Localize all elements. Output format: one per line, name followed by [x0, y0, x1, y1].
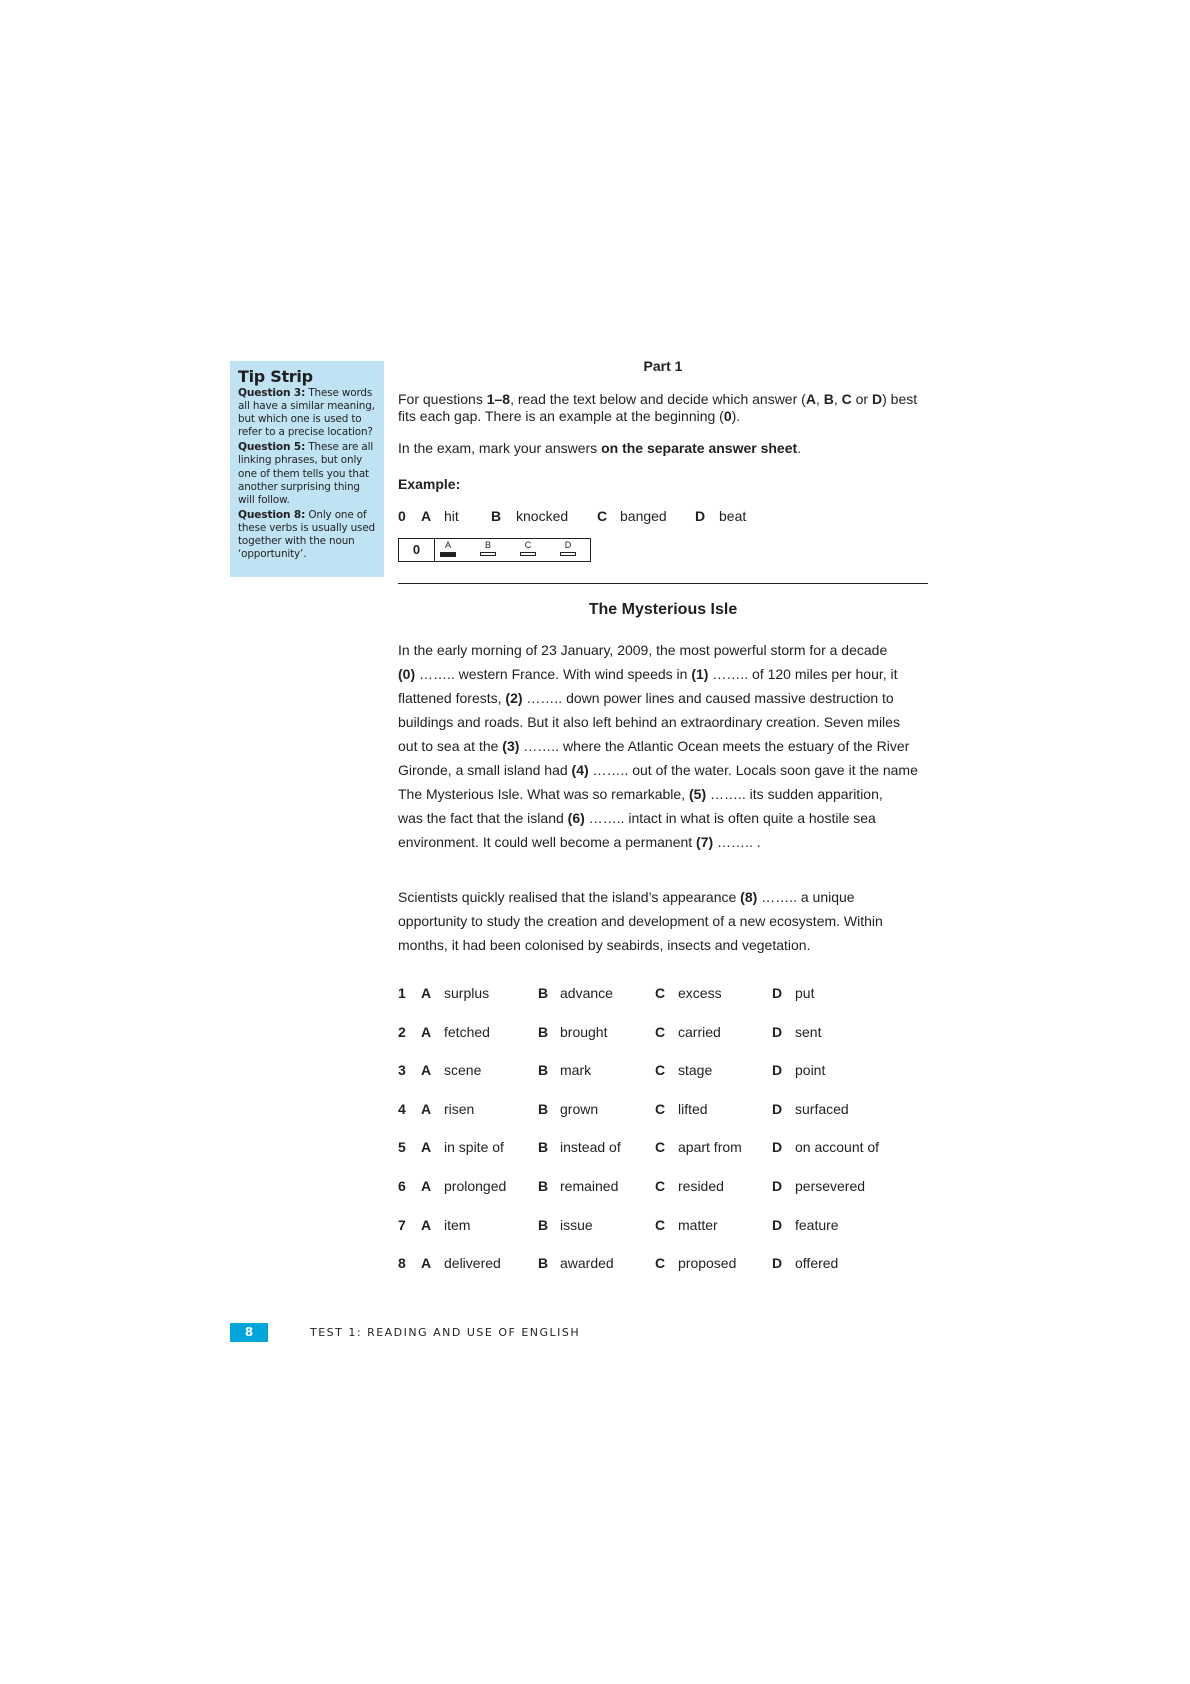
instructions-text: ) best: [882, 391, 918, 407]
option-letter-a: A: [421, 985, 432, 1001]
paragraph-text: out to sea at the: [398, 738, 503, 754]
page-number: 8: [230, 1323, 268, 1342]
option-word-d: feature: [795, 1216, 839, 1233]
option-letter-d: D: [772, 1100, 783, 1117]
gap-number: (5): [689, 786, 707, 802]
option-letter-c: C: [655, 985, 666, 1001]
tip-item-text: Only one of these verbs is usually used together with the noun ‘opportunity’.: [238, 508, 376, 561]
answer-sheet-option-a: [440, 541, 456, 557]
part-title: Part 1: [643, 358, 683, 374]
option-letter-a: A: [421, 1100, 432, 1117]
paragraph-line: [398, 885, 938, 909]
instructions-text: , read the text below and decide which answer (: [510, 391, 806, 407]
option-letter-b: B: [538, 1100, 549, 1117]
option-letter-c: C: [655, 1139, 666, 1156]
answer-sheet-divider: [434, 539, 435, 561]
answer-sheet-letter: B: [484, 540, 491, 550]
example-letter-c: C: [597, 508, 608, 524]
instructions-emphasis: C: [841, 391, 852, 407]
option-letter-a: A: [421, 1023, 432, 1040]
answer-sheet-letter: D: [564, 540, 572, 550]
option-word-a: risen: [444, 1100, 475, 1117]
option-letter-c: C: [655, 1023, 666, 1040]
gap-number: (3): [502, 738, 520, 754]
option-letter-c: C: [655, 1216, 666, 1233]
tip-strip-items: [238, 387, 377, 561]
option-word-d: persevered: [795, 1178, 866, 1194]
example-answer-sheet: [398, 538, 591, 562]
option-letter-b: B: [538, 985, 549, 1001]
section-divider: [398, 583, 928, 584]
option-letter-c: C: [655, 1178, 666, 1194]
paragraph-line: [398, 734, 938, 758]
exam-instruction-text: .: [797, 440, 802, 456]
paragraph-text: flattened forests,: [398, 690, 506, 706]
paragraph-line: [398, 909, 938, 933]
option-letter-c: C: [655, 1100, 666, 1117]
question-row: [398, 1024, 958, 1041]
question-number: 2: [398, 1023, 406, 1040]
question-number: 1: [398, 985, 406, 1001]
question-number: 6: [398, 1178, 406, 1194]
option-word-c: excess: [678, 985, 722, 1001]
option-letter-d: D: [772, 1139, 783, 1156]
paragraph-text: …….. of 120 miles per hour, it: [708, 666, 898, 682]
option-word-c: proposed: [678, 1255, 737, 1272]
tip-strip-title: Tip Strip: [238, 367, 313, 386]
exam-instruction-emphasis: on the separate answer sheet: [601, 440, 798, 456]
question-row: [398, 1062, 958, 1079]
tip-item-label: Question 8:: [238, 508, 306, 521]
option-word-a: delivered: [444, 1255, 501, 1272]
instructions-text: or: [851, 391, 872, 407]
option-word-d: surfaced: [795, 1100, 849, 1117]
instructions-line-1: [398, 391, 928, 408]
paragraph-text: …….. where the Atlantic Ocean meets the estuary of the River: [519, 738, 910, 754]
paragraph-text: opportunity to study the creation and development of a new ecosystem. Within: [398, 913, 883, 929]
example-options: [398, 508, 928, 525]
question-number: 5: [398, 1139, 406, 1156]
instructions-emphasis: 1–8: [486, 391, 511, 407]
paragraph-line: [398, 638, 938, 662]
paragraph-text: environment. It could well become a permanent: [398, 834, 697, 850]
paragraph-text: …….. its sudden apparition,: [706, 786, 883, 802]
gap-number: (8): [740, 889, 758, 905]
option-word-b: mark: [560, 1062, 592, 1079]
exam-instruction-text: In the exam, mark your answers: [398, 440, 602, 456]
option-word-b: remained: [560, 1178, 619, 1194]
tip-item: [238, 441, 377, 506]
instructions-text: ).: [731, 408, 741, 424]
option-word-c: stage: [678, 1062, 713, 1079]
answer-sheet-option-d: [560, 541, 576, 556]
paragraph-text: …….. intact in what is often quite a hostile sea: [584, 810, 876, 826]
option-letter-b: B: [538, 1023, 549, 1040]
tip-item-label: Question 5:: [238, 441, 306, 454]
instructions-example-number: 0: [723, 408, 732, 424]
question-number: 4: [398, 1100, 406, 1117]
question-row: [398, 1178, 958, 1195]
option-letter-d: D: [772, 985, 783, 1001]
option-word-b: grown: [560, 1100, 599, 1117]
option-letter-d: D: [772, 1216, 783, 1233]
question-row: [398, 1255, 958, 1272]
option-letter-d: D: [772, 1255, 783, 1272]
answer-sheet-bubble: [480, 552, 496, 556]
instructions-text: ,: [815, 391, 824, 407]
tip-item-text: These are all linking phrases, but only one of them tells you that another surprising thing will follow.: [238, 441, 374, 506]
tip-strip: [230, 361, 384, 577]
option-word-a: item: [444, 1216, 471, 1233]
paragraph-text: …….. out of the water. Locals soon gave it the name: [588, 762, 918, 778]
paragraph-text: Gironde, a small island had: [398, 762, 572, 778]
exam-instruction: [398, 440, 928, 457]
paragraph-text: buildings and roads. But it also left behind an extraordinary creation. Seven miles: [398, 714, 900, 730]
answer-sheet-number: 0: [412, 542, 421, 557]
question-number: 3: [398, 1062, 406, 1079]
gap-number: (7): [696, 834, 714, 850]
example-word-a: hit: [444, 508, 459, 524]
instructions-text: ,: [833, 391, 842, 407]
paragraph-text: …….. a unique: [757, 889, 855, 905]
option-letter-a: A: [421, 1216, 432, 1233]
paragraph-text: The Mysterious Isle. What was so remarkable,: [398, 786, 689, 802]
option-word-a: fetched: [444, 1023, 490, 1040]
option-word-b: instead of: [560, 1139, 621, 1156]
option-letter-c: C: [655, 1255, 666, 1272]
option-letter-a: A: [421, 1139, 432, 1156]
option-letter-a: A: [421, 1255, 432, 1272]
paragraph-line: [398, 806, 938, 830]
instructions-emphasis: B: [823, 391, 834, 407]
example-word-c: banged: [620, 508, 667, 524]
story-title: The Mysterious Isle: [588, 601, 738, 618]
option-word-d: point: [795, 1062, 826, 1079]
option-word-a: scene: [444, 1062, 482, 1079]
option-word-c: matter: [678, 1216, 718, 1233]
option-letter-b: B: [538, 1139, 549, 1156]
paragraph-text: months, it had been colonised by seabirds, insects and vegetation.: [398, 937, 811, 953]
paragraph-line: [398, 686, 938, 710]
question-row: [398, 1217, 958, 1234]
option-letter-c: C: [655, 1062, 666, 1079]
example-letter-d: D: [695, 508, 706, 524]
question-number: 7: [398, 1216, 406, 1233]
option-word-d: offered: [795, 1255, 839, 1272]
instructions-emphasis: D: [871, 391, 883, 407]
option-letter-a: A: [421, 1062, 432, 1079]
paragraph-text: was the fact that the island: [398, 810, 568, 826]
option-word-b: brought: [560, 1023, 608, 1040]
tip-item: [238, 509, 377, 561]
paragraph-text: …….. down power lines and caused massive destruction to: [522, 690, 894, 706]
option-word-a: in spite of: [444, 1139, 504, 1156]
option-word-c: resided: [678, 1178, 724, 1194]
option-word-b: advance: [560, 985, 613, 1001]
question-row: [398, 1139, 958, 1156]
story-paragraph-1: [398, 638, 938, 854]
option-letter-b: B: [538, 1216, 549, 1233]
option-word-c: carried: [678, 1023, 721, 1040]
question-number: 8: [398, 1255, 406, 1272]
answer-sheet-bubble: [520, 552, 536, 556]
tip-item-label: Question 3:: [238, 387, 306, 399]
answer-sheet-bubble: [560, 552, 576, 556]
option-letter-d: D: [772, 1023, 783, 1040]
gap-number: (6): [567, 810, 585, 826]
instructions-line-2: [398, 408, 928, 425]
instructions-emphasis: A: [805, 391, 816, 407]
paragraph-line: [398, 782, 938, 806]
option-word-c: apart from: [678, 1139, 742, 1156]
option-word-d: put: [795, 985, 815, 1001]
option-letter-d: D: [772, 1062, 783, 1079]
answer-sheet-letter: A: [444, 540, 451, 550]
option-word-a: prolonged: [444, 1178, 507, 1194]
instructions-text: For questions: [398, 391, 487, 407]
answer-sheet-bubble: [440, 552, 456, 557]
option-letter-b: B: [538, 1178, 549, 1194]
running-head: TEST 1: READING AND USE OF ENGLISH: [310, 1326, 581, 1339]
option-letter-b: B: [538, 1062, 549, 1079]
instructions: [398, 391, 928, 425]
tip-item-text: These words all have a similar meaning, but which one is used to refer to a precise location?: [238, 387, 375, 439]
paragraph-text: In the early morning of 23 January, 2009, the most powerful storm for a decade: [398, 642, 888, 658]
answer-sheet-option-b: [480, 541, 496, 556]
paragraph-text: …….. western France. With wind speeds in: [415, 666, 692, 682]
paragraph-text: Scientists quickly realised that the island’s appearance: [398, 889, 741, 905]
question-row: [398, 985, 958, 1002]
example-letter-a: A: [421, 508, 432, 524]
option-word-b: awarded: [560, 1255, 614, 1272]
paragraph-line: [398, 758, 938, 782]
paragraph-line: [398, 662, 938, 686]
paragraph-line: [398, 830, 938, 854]
example-label: Example:: [398, 476, 461, 492]
option-word-d: on account of: [795, 1139, 880, 1156]
gap-number: (0): [398, 666, 416, 682]
example-word-b: knocked: [516, 508, 569, 524]
paragraph-line: [398, 710, 938, 734]
tip-item: [238, 387, 377, 439]
option-word-c: lifted: [678, 1100, 708, 1117]
example-letter-b: B: [491, 508, 502, 524]
option-word-b: issue: [560, 1216, 593, 1233]
answer-sheet-letter: C: [524, 540, 532, 550]
example-word-d: beat: [719, 508, 747, 524]
gap-number: (4): [571, 762, 589, 778]
paragraph-line: [398, 933, 938, 957]
option-letter-b: B: [538, 1255, 549, 1272]
option-letter-a: A: [421, 1178, 432, 1194]
question-row: [398, 1101, 958, 1118]
paragraph-text: …….. .: [713, 834, 761, 850]
option-word-a: surplus: [444, 985, 490, 1001]
option-letter-d: D: [772, 1178, 783, 1194]
answer-sheet-option-c: [520, 541, 536, 556]
gap-number: (1): [691, 666, 709, 682]
gap-number: (2): [505, 690, 523, 706]
example-number: 0: [398, 508, 406, 524]
option-word-d: sent: [795, 1023, 822, 1040]
story-paragraph-2: [398, 885, 938, 957]
instructions-text: fits each gap. There is an example at the beginning (: [398, 408, 724, 424]
